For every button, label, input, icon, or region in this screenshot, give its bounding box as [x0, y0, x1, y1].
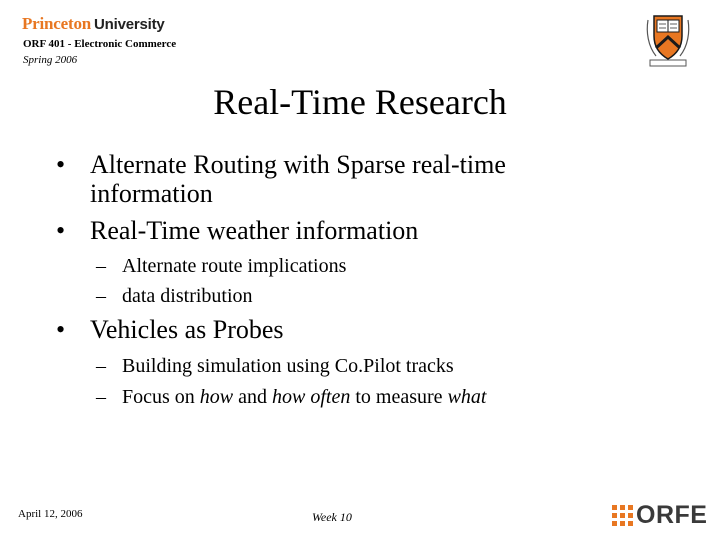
bullet-text-alternate-routing [90, 150, 610, 208]
subbullet-marker: – [96, 386, 106, 408]
logo-princeton-word: Princeton [22, 14, 92, 33]
subbullet-text-focus-on-how [122, 382, 486, 412]
course-name: ORF 401 - Electronic Commerce [23, 38, 177, 50]
bullet-text-vehicles-as-probes: Vehicles as Probes [90, 315, 284, 344]
subbullet-text-building-simulation: Building simulation using Co.Pilot tracks [122, 355, 454, 377]
bullet-line: information [90, 179, 213, 208]
bullet-marker: • [56, 315, 66, 344]
emphasis-how: how [199, 386, 234, 408]
subbullet-marker: – [96, 285, 106, 307]
bullet-text-weather: Real-Time weather information [90, 216, 419, 245]
text-run: and [233, 386, 273, 408]
orfe-grid-icon [612, 505, 633, 526]
orfe-wordmark: ORFE [636, 501, 708, 529]
bullet-marker: • [56, 150, 66, 179]
subbullet-marker: – [96, 355, 106, 377]
emphasis-how-often: how often [272, 386, 351, 408]
subbullet-text-data-distribution: data distribution [122, 285, 253, 307]
emphasis-what: what [447, 386, 487, 408]
term-label: Spring 2006 [23, 54, 78, 66]
text-run: Focus on [122, 386, 200, 408]
princeton-shield-icon [644, 10, 692, 68]
slide-title: Real-Time Research [213, 82, 507, 122]
princeton-university-logo [22, 14, 165, 34]
text-run: to measure [350, 386, 448, 408]
subbullet-marker: – [96, 255, 106, 277]
bullet-line: Alternate Routing with Sparse real-time [90, 150, 506, 179]
footer-week: Week 10 [312, 510, 352, 524]
bullet-marker: • [56, 216, 66, 245]
logo-university-word: University [94, 16, 165, 33]
footer-date: April 12, 2006 [18, 508, 83, 520]
subbullet-text-route-implications: Alternate route implications [122, 255, 347, 277]
orfe-logo [612, 501, 708, 529]
